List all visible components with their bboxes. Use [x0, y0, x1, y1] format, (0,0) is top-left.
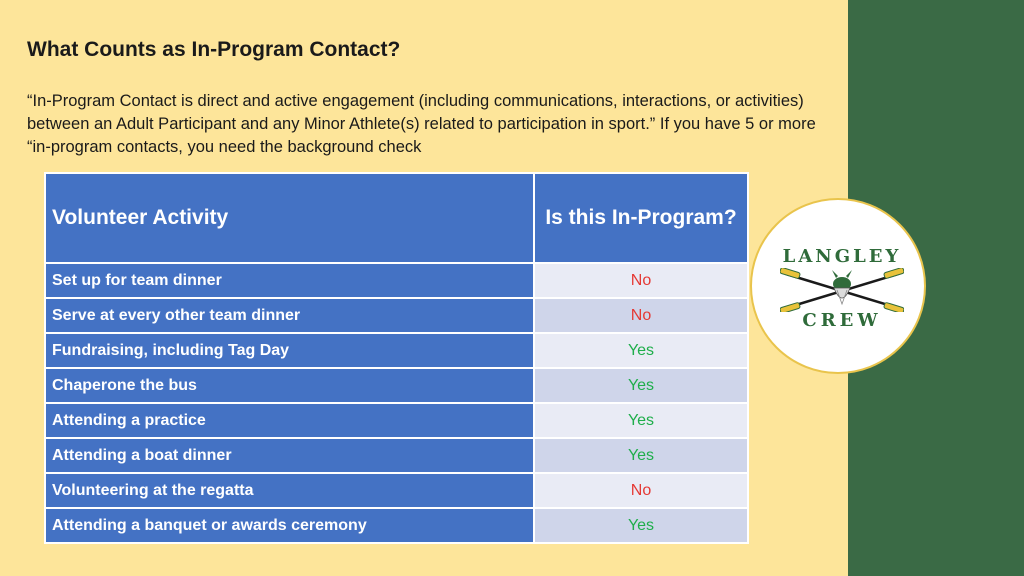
activity-cell: Serve at every other team dinner	[45, 298, 534, 333]
table-row	[45, 403, 748, 438]
volunteer-activity-table	[44, 172, 749, 544]
activity-cell: Fundraising, including Tag Day	[45, 333, 534, 368]
page-title: What Counts as In-Program Contact?	[27, 38, 401, 61]
table-row	[45, 333, 748, 368]
langley-crew-logo	[750, 198, 926, 374]
logo-top-text: LANGLEY	[782, 246, 902, 267]
answer-cell: No	[534, 298, 748, 333]
activity-cell: Attending a practice	[45, 403, 534, 438]
activity-cell: Set up for team dinner	[45, 263, 534, 298]
activity-cell: Attending a banquet or awards ceremony	[45, 508, 534, 543]
logo-bottom-text: CREW	[802, 310, 882, 331]
crossed-oars-viking-icon	[780, 268, 904, 312]
table-header-row	[45, 173, 748, 263]
table-row	[45, 438, 748, 473]
table-row	[45, 298, 748, 333]
table-row	[45, 368, 748, 403]
logo-emblem	[780, 240, 904, 330]
answer-cell: No	[534, 263, 748, 298]
table-row	[45, 263, 748, 298]
answer-cell: Yes	[534, 368, 748, 403]
header-volunteer-activity: Volunteer Activity	[45, 173, 534, 263]
answer-cell: Yes	[534, 333, 748, 368]
answer-cell: Yes	[534, 508, 748, 543]
activity-cell: Volunteering at the regatta	[45, 473, 534, 508]
header-is-in-program: Is this In-Program?	[534, 173, 748, 263]
table-row	[45, 508, 748, 543]
activity-cell: Chaperone the bus	[45, 368, 534, 403]
answer-cell: No	[534, 473, 748, 508]
table-row	[45, 473, 748, 508]
answer-cell: Yes	[534, 403, 748, 438]
answer-cell: Yes	[534, 438, 748, 473]
activity-cell: Attending a boat dinner	[45, 438, 534, 473]
definition-text: “In-Program Contact is direct and active engagement (including communications, interactions, or activities) between an Adult Participant and any Minor Athlete(s) related to participation in sport.” If you have 5 or more “in-program contacts, you need the background check	[27, 92, 816, 156]
